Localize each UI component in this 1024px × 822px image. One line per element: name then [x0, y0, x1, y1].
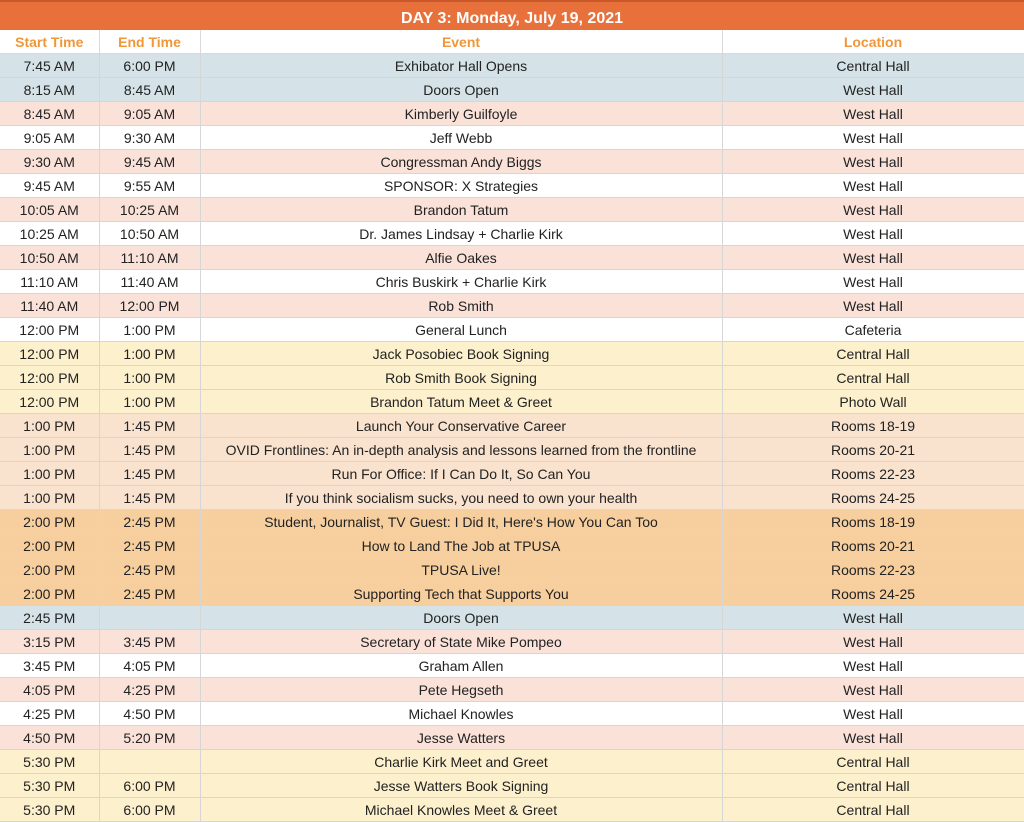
header-event: Event — [200, 30, 722, 54]
table-row — [0, 150, 1024, 174]
event-cell: Congressman Andy Biggs — [200, 150, 722, 174]
start-time-cell: 12:00 PM — [0, 390, 99, 414]
event-cell: Student, Journalist, TV Guest: I Did It, Here's How You Can Too — [200, 510, 722, 534]
location-cell: Photo Wall — [722, 390, 1024, 414]
start-time-cell: 12:00 PM — [0, 366, 99, 390]
table-row — [0, 270, 1024, 294]
location-cell: Rooms 20-21 — [722, 534, 1024, 558]
start-time-cell: 5:30 PM — [0, 774, 99, 798]
event-cell: OVID Frontlines: An in-depth analysis and lessons learned from the frontline — [200, 438, 722, 462]
end-time-cell: 2:45 PM — [99, 558, 200, 582]
start-time-cell: 10:50 AM — [0, 246, 99, 270]
table-row — [0, 414, 1024, 438]
table-row — [0, 222, 1024, 246]
header-location: Location — [722, 30, 1024, 54]
header-start-time: Start Time — [0, 30, 99, 54]
end-time-cell — [99, 750, 200, 774]
location-cell: Central Hall — [722, 342, 1024, 366]
location-cell: West Hall — [722, 726, 1024, 750]
location-cell: West Hall — [722, 198, 1024, 222]
start-time-cell: 9:30 AM — [0, 150, 99, 174]
end-time-cell: 2:45 PM — [99, 582, 200, 606]
end-time-cell: 2:45 PM — [99, 510, 200, 534]
table-row — [0, 798, 1024, 822]
location-cell: Cafeteria — [722, 318, 1024, 342]
location-cell: West Hall — [722, 270, 1024, 294]
event-cell: Charlie Kirk Meet and Greet — [200, 750, 722, 774]
table-row — [0, 294, 1024, 318]
location-cell: West Hall — [722, 150, 1024, 174]
table-row — [0, 606, 1024, 630]
start-time-cell: 1:00 PM — [0, 486, 99, 510]
end-time-cell: 1:00 PM — [99, 390, 200, 414]
end-time-cell: 9:55 AM — [99, 174, 200, 198]
start-time-cell: 3:15 PM — [0, 630, 99, 654]
start-time-cell: 1:00 PM — [0, 438, 99, 462]
location-cell: West Hall — [722, 702, 1024, 726]
end-time-cell: 6:00 PM — [99, 54, 200, 78]
table-row — [0, 318, 1024, 342]
location-cell: West Hall — [722, 654, 1024, 678]
location-cell: West Hall — [722, 174, 1024, 198]
table-row — [0, 342, 1024, 366]
end-time-cell: 4:25 PM — [99, 678, 200, 702]
event-cell: Pete Hegseth — [200, 678, 722, 702]
schedule-table — [0, 30, 1024, 822]
start-time-cell: 1:00 PM — [0, 414, 99, 438]
end-time-cell: 11:10 AM — [99, 246, 200, 270]
location-cell: Central Hall — [722, 54, 1024, 78]
event-cell: Launch Your Conservative Career — [200, 414, 722, 438]
event-cell: If you think socialism sucks, you need to own your health — [200, 486, 722, 510]
start-time-cell: 5:30 PM — [0, 750, 99, 774]
end-time-cell: 2:45 PM — [99, 534, 200, 558]
event-cell: Supporting Tech that Supports You — [200, 582, 722, 606]
location-cell: Central Hall — [722, 750, 1024, 774]
end-time-cell: 11:40 AM — [99, 270, 200, 294]
location-cell: Central Hall — [722, 366, 1024, 390]
end-time-cell: 1:45 PM — [99, 438, 200, 462]
location-cell: Rooms 22-23 — [722, 462, 1024, 486]
end-time-cell: 4:50 PM — [99, 702, 200, 726]
location-cell: Rooms 20-21 — [722, 438, 1024, 462]
end-time-cell: 1:45 PM — [99, 414, 200, 438]
start-time-cell: 8:15 AM — [0, 78, 99, 102]
end-time-cell: 9:45 AM — [99, 150, 200, 174]
end-time-cell: 8:45 AM — [99, 78, 200, 102]
start-time-cell: 4:25 PM — [0, 702, 99, 726]
end-time-cell: 9:30 AM — [99, 126, 200, 150]
event-cell: Michael Knowles — [200, 702, 722, 726]
event-cell: Rob Smith — [200, 294, 722, 318]
location-cell: Rooms 18-19 — [722, 510, 1024, 534]
event-cell: Secretary of State Mike Pompeo — [200, 630, 722, 654]
event-cell: Jack Posobiec Book Signing — [200, 342, 722, 366]
event-cell: General Lunch — [200, 318, 722, 342]
start-time-cell: 8:45 AM — [0, 102, 99, 126]
end-time-cell: 4:05 PM — [99, 654, 200, 678]
table-row — [0, 54, 1024, 78]
event-cell: TPUSA Live! — [200, 558, 722, 582]
event-cell: Exhibator Hall Opens — [200, 54, 722, 78]
end-time-cell — [99, 606, 200, 630]
table-row — [0, 750, 1024, 774]
table-row — [0, 462, 1024, 486]
event-cell: Brandon Tatum Meet & Greet — [200, 390, 722, 414]
location-cell: West Hall — [722, 102, 1024, 126]
start-time-cell: 12:00 PM — [0, 318, 99, 342]
start-time-cell: 9:05 AM — [0, 126, 99, 150]
table-row — [0, 198, 1024, 222]
table-row — [0, 654, 1024, 678]
table-row — [0, 174, 1024, 198]
location-cell: Rooms 22-23 — [722, 558, 1024, 582]
table-row — [0, 582, 1024, 606]
end-time-cell: 6:00 PM — [99, 798, 200, 822]
start-time-cell: 2:00 PM — [0, 582, 99, 606]
table-row — [0, 390, 1024, 414]
event-cell: Michael Knowles Meet & Greet — [200, 798, 722, 822]
location-cell: Rooms 24-25 — [722, 582, 1024, 606]
start-time-cell: 10:25 AM — [0, 222, 99, 246]
table-row — [0, 678, 1024, 702]
table-row — [0, 438, 1024, 462]
event-cell: SPONSOR: X Strategies — [200, 174, 722, 198]
start-time-cell: 9:45 AM — [0, 174, 99, 198]
location-cell: Rooms 24-25 — [722, 486, 1024, 510]
table-row — [0, 774, 1024, 798]
start-time-cell: 12:00 PM — [0, 342, 99, 366]
event-cell: Run For Office: If I Can Do It, So Can You — [200, 462, 722, 486]
table-row — [0, 726, 1024, 750]
start-time-cell: 10:05 AM — [0, 198, 99, 222]
start-time-cell: 4:50 PM — [0, 726, 99, 750]
end-time-cell: 5:20 PM — [99, 726, 200, 750]
start-time-cell: 2:00 PM — [0, 534, 99, 558]
start-time-cell: 4:05 PM — [0, 678, 99, 702]
start-time-cell: 2:00 PM — [0, 558, 99, 582]
end-time-cell: 12:00 PM — [99, 294, 200, 318]
end-time-cell: 1:00 PM — [99, 342, 200, 366]
end-time-cell: 1:00 PM — [99, 366, 200, 390]
table-row — [0, 126, 1024, 150]
start-time-cell: 3:45 PM — [0, 654, 99, 678]
start-time-cell: 2:00 PM — [0, 510, 99, 534]
table-row — [0, 102, 1024, 126]
table-row — [0, 510, 1024, 534]
event-cell: Kimberly Guilfoyle — [200, 102, 722, 126]
event-cell: Dr. James Lindsay + Charlie Kirk — [200, 222, 722, 246]
event-cell: Chris Buskirk + Charlie Kirk — [200, 270, 722, 294]
event-cell: Jesse Watters Book Signing — [200, 774, 722, 798]
end-time-cell: 10:50 AM — [99, 222, 200, 246]
table-row — [0, 246, 1024, 270]
start-time-cell: 2:45 PM — [0, 606, 99, 630]
location-cell: West Hall — [722, 222, 1024, 246]
table-row — [0, 78, 1024, 102]
event-cell: How to Land The Job at TPUSA — [200, 534, 722, 558]
end-time-cell: 1:00 PM — [99, 318, 200, 342]
start-time-cell: 11:10 AM — [0, 270, 99, 294]
start-time-cell: 1:00 PM — [0, 462, 99, 486]
event-cell: Brandon Tatum — [200, 198, 722, 222]
location-cell: West Hall — [722, 294, 1024, 318]
table-row — [0, 558, 1024, 582]
event-cell: Alfie Oakes — [200, 246, 722, 270]
location-cell: West Hall — [722, 678, 1024, 702]
location-cell: West Hall — [722, 126, 1024, 150]
start-time-cell: 7:45 AM — [0, 54, 99, 78]
header-end-time: End Time — [99, 30, 200, 54]
table-row — [0, 534, 1024, 558]
location-cell: West Hall — [722, 246, 1024, 270]
location-cell: Central Hall — [722, 774, 1024, 798]
end-time-cell: 10:25 AM — [99, 198, 200, 222]
table-row — [0, 366, 1024, 390]
event-cell: Doors Open — [200, 606, 722, 630]
event-cell: Doors Open — [200, 78, 722, 102]
table-row — [0, 630, 1024, 654]
event-cell: Jeff Webb — [200, 126, 722, 150]
end-time-cell: 1:45 PM — [99, 462, 200, 486]
end-time-cell: 3:45 PM — [99, 630, 200, 654]
table-row — [0, 486, 1024, 510]
location-cell: West Hall — [722, 78, 1024, 102]
location-cell: Central Hall — [722, 798, 1024, 822]
event-cell: Graham Allen — [200, 654, 722, 678]
end-time-cell: 1:45 PM — [99, 486, 200, 510]
end-time-cell: 9:05 AM — [99, 102, 200, 126]
start-time-cell: 5:30 PM — [0, 798, 99, 822]
day-title: DAY 3: Monday, July 19, 2021 — [0, 0, 1024, 30]
header-row — [0, 30, 1024, 54]
schedule-rows — [0, 54, 1024, 822]
location-cell: West Hall — [722, 606, 1024, 630]
end-time-cell: 6:00 PM — [99, 774, 200, 798]
location-cell: Rooms 18-19 — [722, 414, 1024, 438]
start-time-cell: 11:40 AM — [0, 294, 99, 318]
event-cell: Jesse Watters — [200, 726, 722, 750]
table-row — [0, 702, 1024, 726]
event-cell: Rob Smith Book Signing — [200, 366, 722, 390]
location-cell: West Hall — [722, 630, 1024, 654]
